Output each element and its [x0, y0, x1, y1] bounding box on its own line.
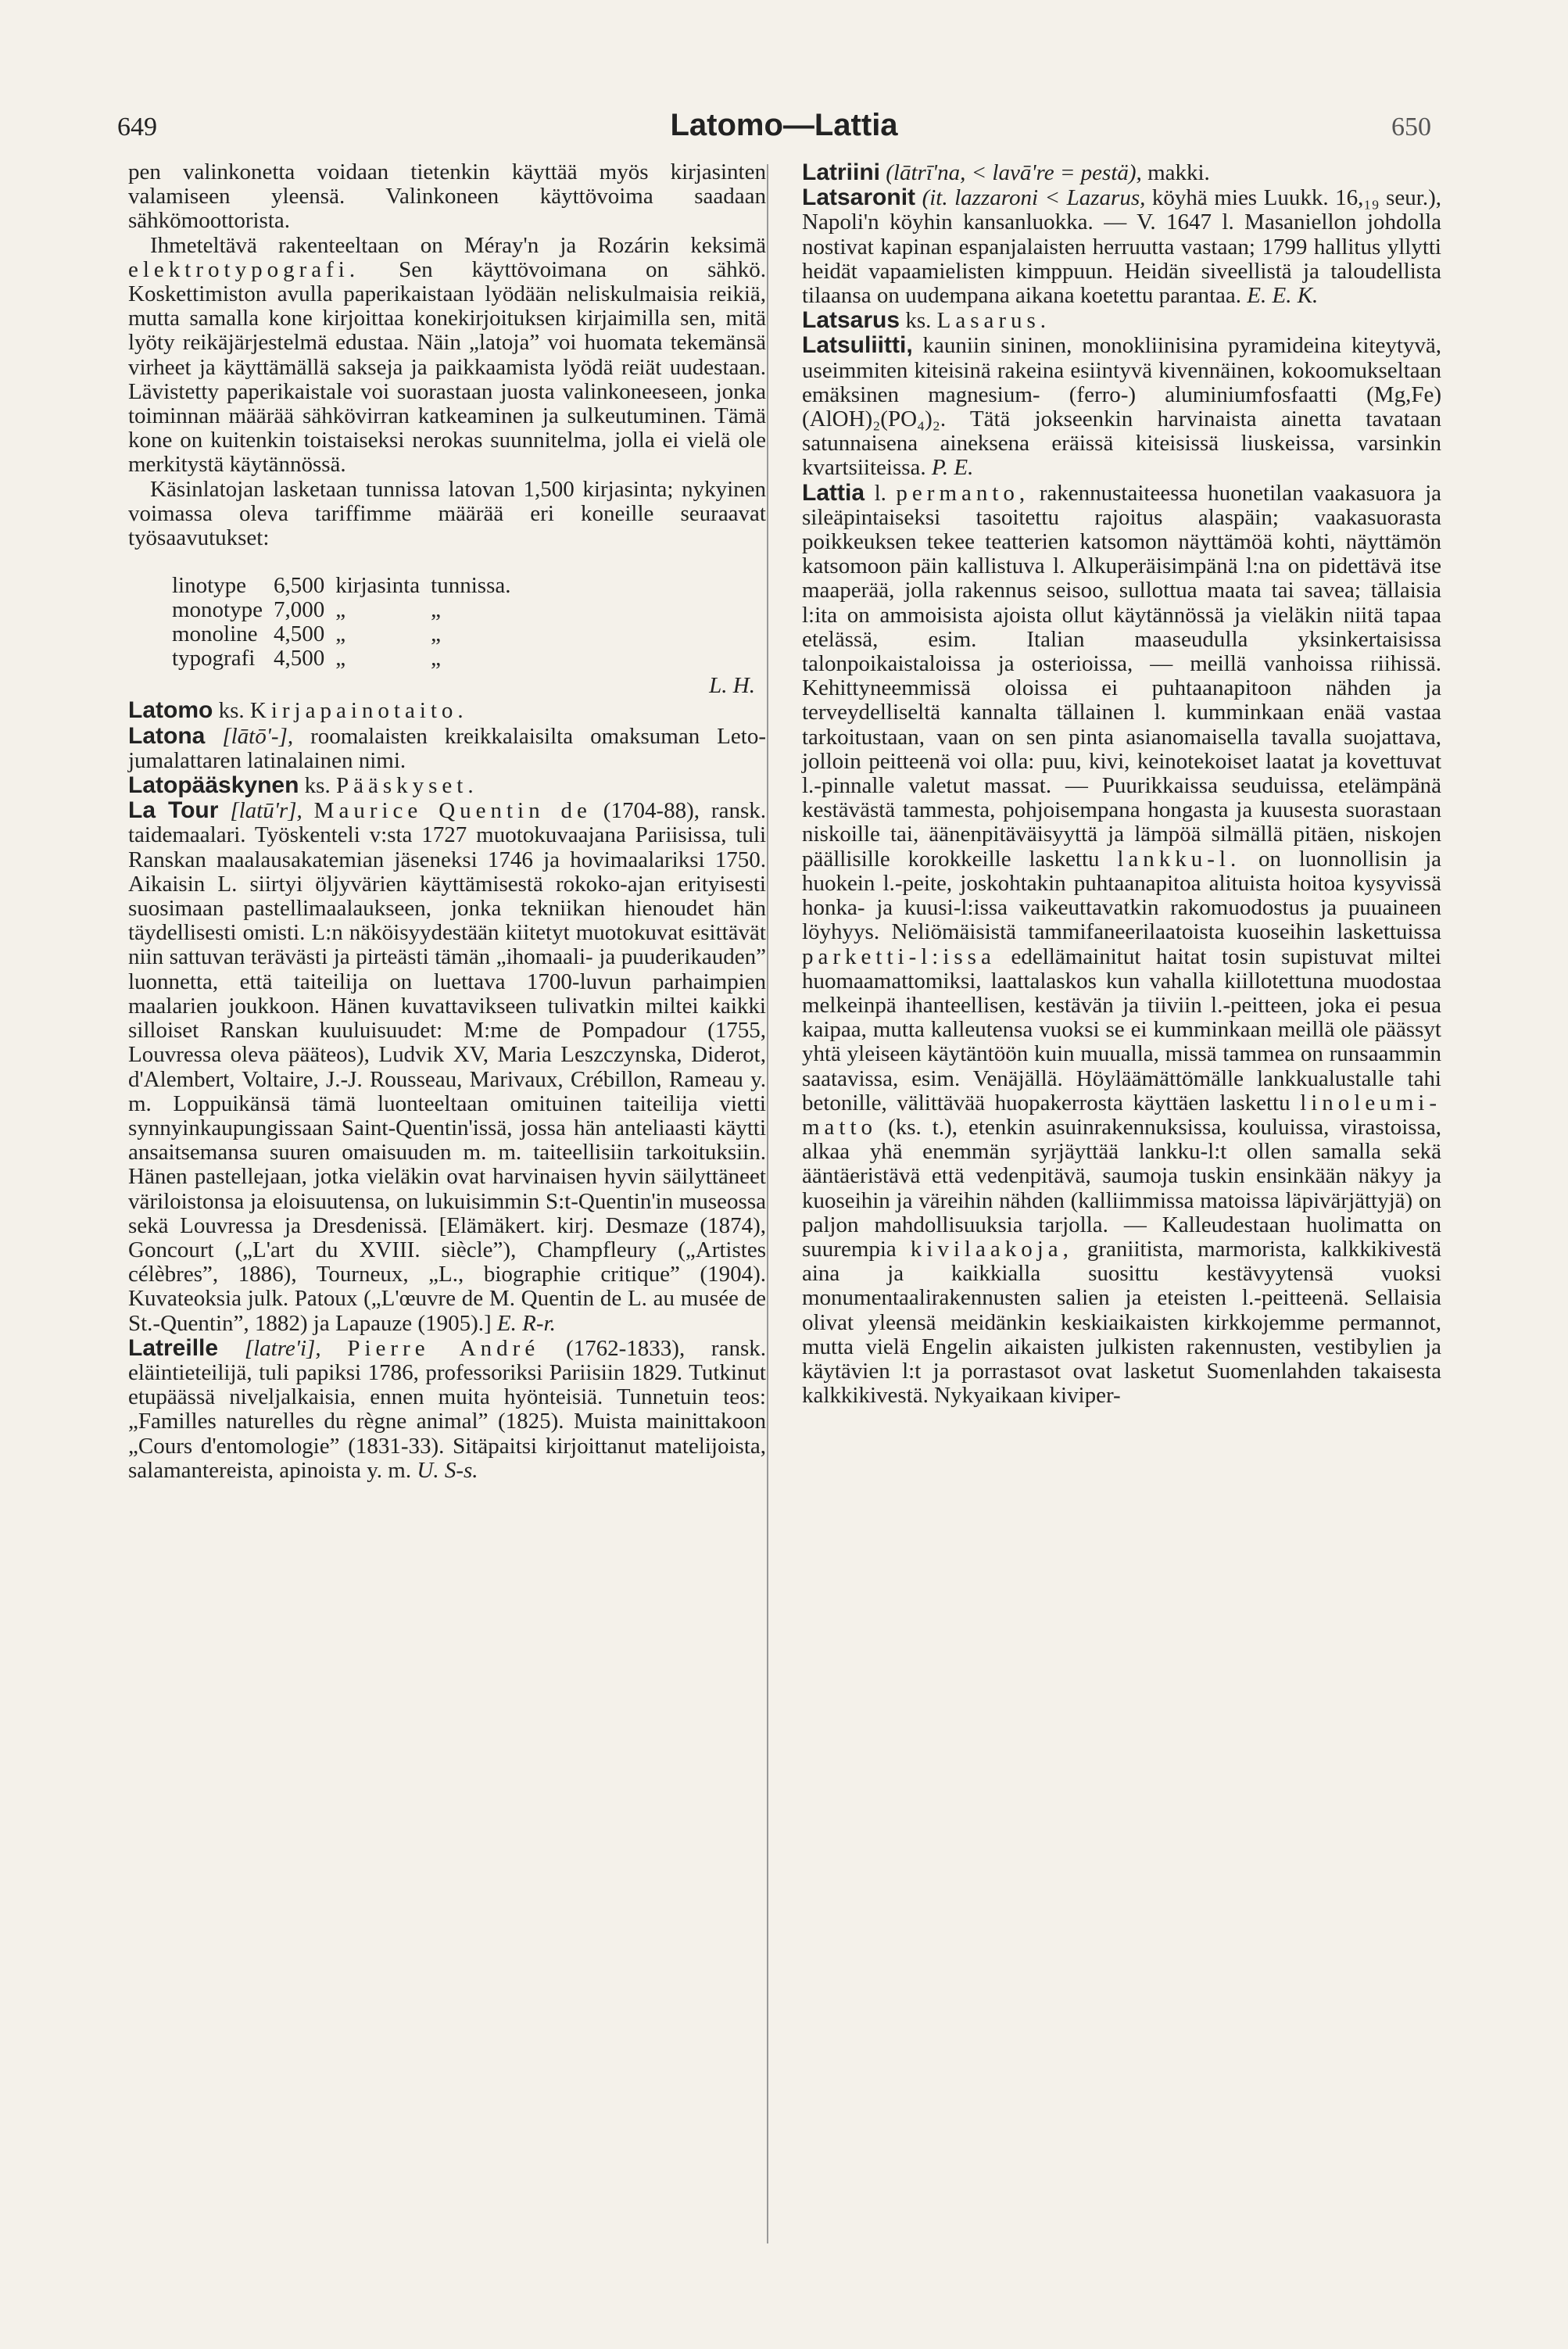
typesetting-table — [172, 574, 521, 671]
paragraph: Käsinlatojan lasketaan tunnissa latovan 1,500 kirjasinta; nykyinen voimassa oleva tariffimme määrää eri koneille seuraavat työsaavutukset: — [128, 476, 766, 551]
running-title: Latomo—Lattia — [670, 108, 898, 142]
table-cell-per: „ — [431, 621, 442, 647]
headword: Latsarus — [802, 307, 900, 334]
headword: Latopääskynen — [128, 772, 299, 799]
entry-latsaronit: Latsaronit (it. lazzaroni < Lazarus, köyhä mies Luukk. 16,₁₉ seur.), Napoli'n köyhin kansanluokka. — V. 1647 l. Masaniellon johdolla nostivat kapinan espanjalaisten herruutta vastaan; 1799 hallitus yllytti heidät vapaamielisten kimppuun. Heidän siveellistä ja taloudellista tilaansa on uudempana aikana koetettu parantaa. E. E. K. — [802, 184, 1441, 309]
entry-latsuliitti: Latsuliitti, kauniin sininen, monokliinisina pyramideina kiteytyvä, useimmiten kiteisinä rakeina esiintyvä kivennäinen, kokoomukseltaan emäksinen magnesium- (ferro-) aluminiumfosfaatti (Mg,Fe)(AlOH)₂(PO₄)₂. Tätä jokseenkin harvinaista ainetta tavataan satunnaisena aineksena eräissä kiteisissä liuskeissa, varsinkin kvartsiiteissa. P. E. — [802, 332, 1441, 481]
headword: Latomo — [128, 697, 213, 724]
signature: P. E. — [931, 455, 974, 481]
page-number-right: 650 — [1391, 113, 1431, 141]
page-header — [0, 102, 1568, 149]
headword: Latsaronit — [802, 184, 916, 211]
entry-latomo: Latomo ks. Kirjapainotaito. — [128, 697, 468, 724]
table-cell-unit: kirjasinta — [335, 573, 421, 599]
table-cell-per: tunnissa. — [431, 573, 511, 599]
table-cell-count: 7,000 — [274, 597, 325, 623]
entry-latreille: Latreille [latre'i], Pierre André (1762-1833), ransk. eläintieteilijä, tuli papiksi 1786, professoriksi Pariisiin 1829. Tutkinut etupäässä niveljalkaisia, ennen muita hyönteisiä. Tunnetuin teos: „Familles naturelles du règne animal” (1825). Muista mainittakoon „Cours d'entomologie” (1831-33). Sitäpaitsi kirjoittanut matelijoista, salamantereista, apinoista y. m. U. S-s. — [128, 1334, 767, 1483]
table-cell-unit: „ — [335, 621, 346, 647]
table-cell-per: „ — [431, 597, 442, 623]
table-cell-count: 6,500 — [274, 573, 325, 599]
entry-lattia: Lattia l. permanto, rakennustaiteessa huonetilan vaakasuora ja sileäpintaiseksi tasoitettu rajoitus alaspäin; vaakasuorasta poikkeuksen tekee teatterien katsomon näyttämöä kohti, näyttämön katsomoon päin kallistuva l. Alkuperäisimpänä l:na on pidettävä itse maaperää, jolla rakennus seisoo, sullottua maata tai savea; tällaisia l:ita on ammoisista ajoista ollut käytännössä ja vieläkin niitä tapaa etelässä, esim. Italian maaseudulla yksinkertaisissa talonpoikaistaloissa ja osterioissa, — meillä vanhoissa riihissä. Kehittyneemmissä oloissa ei puhtaanapitoon nähden ja terveydelliseltä kannalta tällainen l. kumminkaan enää vastaa tarkoitustaan, vaan on sen pinta asianomaisella tavalla suojattava, jolloin peitteenä voi olla: puu, kivi, keinotekoiset laatat ja kovettuvat l.-pinnalle valetut massat. — Puurikkaissa seuduissa, etelämpänä kestävästä tammesta, pohjoisempana hongasta ja kuusesta suorastaan niskoille tai, äänenpitäväisyyttä ja lämpöä silmällä pitäen, niskojen päällisille korokkeille laskettu lankku-l. on luonnollisin ja huokein l.-peite, joskohtakin puhtaanapitoa alituista hoitoa kysyvissä honka- ja kuusi-l:issa vaikeuttavatkin rakomuodostus ja puuaineen löyhyys. Neliömäisistä tammifaneerilaatoista kuoseihin laskettuissa parketti-l:issa edellämainitut haitat tosin supistuvat miltei huomaamattomiksi, laattalaskos kun vahalla kiillotettuna muodostaa melkeinpä ihanteellisen, kestävän ja tiiviin l.-peitteen, joka ei pesua kaipaa, mutta kalleutensa vuoksi se ei kumminkaan meillä ole päässyt yhtä yleiseen käytäntöön kuin muualla, missä tammea on runsaammin saatavissa, esim. Venäjällä. Höyläämättömälle lankkualustalle tahi betonille, välittävää huopakerrosta käyttäen laskettu linoleumi-matto (ks. t.), etenkin asuinrakennuksissa, kouluissa, virastoissa, alkaa yhä enemmän syrjäyttää lankku-l:t ollen samalla sekä ääntäeristävä että vedenpitävä, saumoja tuskin ensinkään näkyy ja kuoseihin ja väreihin nähden (kalliimmissa matoissa läpivärjättyjä) on paljon mahdollisuuksia tarjolla. — Kalleudestaan huolimatta on suurempia kivilaakoja, graniitista, marmorista, kalkkikivestä aina ja kaikkialla suosittu kestävyytensä vuoksi monumentaalirakennusten salien ja eteisten l.-peitteenä. Sellaisia olivat yleensä meidänkin keskiaikaisten kirkkojemme permannot, mutta vielä Engelin aikaisten julkisten rakennusten, vestibylien ja käytävien l:t ja porrastasot ovat lasketut Suomenlahden takaisesta kalkkikivestä. Nykyaikaan kiviper- — [802, 479, 1442, 1409]
paragraph: pen valinkonetta voidaan tietenkin käyttää myös kirjasinten valamiseen yleensä. Valinkoneen käyttövoima saadaan sähkömoottorista. — [128, 159, 766, 234]
entry-latopaaskynen: Latopääskynen ks. Pääskyset. — [128, 772, 478, 799]
table-row — [172, 574, 521, 598]
entry-la-tour: La Tour [latū'r], Maurice Quentin de (1704-88), ransk. taidemaalari. Työskenteli v:sta 1727 muotokuvaajana Pariisissa, tuli Ranskan maalausakatemian jäseneksi 1746 ja hovimaalariksi 1750. Aikaisin L. siirtyi öljyvärien käyttämisestä rokoko-ajan erityisesti suosimaan pastellimaalaukseen, jonka tekniikan hienoudet hän täydellisesti omisti. L:n näköisyydestään kiitetyt muotokuvat esittävät niin sattuvan terävästi ja pirteästi tämän „ihomaali- ja puuderikauden” luonnetta, että taiteilija on luettava 1700-luvun parhaimpien maalarien joukkoon. Hänen kuvattavikseen tulivatkin miltei kaikki silloiset Ranskan kuuluisuudet: M:me de Pompadour (1755, Louvressa oleva pääteos), Ludvik XV, Maria Leszczynska, Diderot, d'Alembert, Voltaire, J.-J. Rousseau, Marivaux, Crébillon, Rameau y. m. Loppuikänsä tämä luonteeltaan omituinen taiteilija vietti synnyinkaupungissaan Saint-Quentin'issä, jossa hän anteliaasti käytti ansaitsemansa suuren omaisuuden m. m. taiteellisiin tarkoituksiin. Hänen pastellejaan, jotka vieläkin ovat harvinaisen hyvin säilyttäneet väriloistonsa ja eloisuutensa, on lukuisimmin S:t-Quentin'in museossa sekä Louvressa ja Dresdenissä. [Elämäkert. kirj. Desmaze (1874), Goncourt („L'art du XVIII. siècle”), Champfleury („Artistes célèbres”, 1886), Tourneux, „L., biographie critique” (1904). Kuvateoksia julk. Patoux („L'œuvre de M. Quentin de L. au musée de St.-Quentin”, 1882) ja Lapauze (1905).] E. R-r. — [128, 797, 766, 1336]
headword: Latreille — [128, 1334, 219, 1361]
headword: Lattia — [802, 479, 865, 506]
signature: L. H. — [709, 673, 755, 699]
headword: Latsuliitti, — [802, 332, 913, 359]
signature: E. R-r. — [496, 1310, 556, 1336]
headword: Latona — [128, 722, 206, 749]
table-cell-count: 4,500 — [274, 621, 325, 647]
signature: E. E. K. — [1247, 283, 1319, 309]
table-cell-machine: monotype — [172, 597, 263, 623]
entry-latona: Latona [lātō'-], roomalaisten kreikkalaisilta omaksuman Leto-jumalattaren latinalainen nimi. — [128, 722, 766, 773]
table-cell-machine: typografi — [172, 646, 256, 671]
headword: La Tour — [128, 797, 219, 824]
headword: Latriini — [802, 159, 881, 185]
column-divider — [767, 164, 768, 2243]
page-number-left: 649 — [117, 113, 157, 141]
table-cell-machine: linotype — [172, 573, 247, 599]
table-row — [172, 646, 521, 671]
table-cell-per: „ — [431, 646, 442, 671]
left-column — [128, 160, 766, 1483]
table-cell-unit: „ — [335, 597, 346, 623]
table-cell-machine: monoline — [172, 621, 258, 647]
entry-latriini: Latriini (lātrī'na, < lavā're = pestä), makki. — [802, 159, 1210, 185]
table-row — [172, 622, 521, 646]
paragraph: Ihmeteltävä rakenteeltaan on Méray'n ja Rozárin keksimä elektrotypografi. Sen käyttövoimana on sähkö. Koskettimiston avulla paperikaistaan lyödään neliskulmaisia reikiä, mutta samalla kone kirjoittaa konekirjoituksen kirjaimilla sen, mitä lyöty reikäjärjestelmä edustaa. Näin „latoja” voi huomata tekemänsä virheet ja käyttämällä sakseja ja paikkaamista lyödä reiät uudestaan. Lävistetty paperikaistale voi suorastaan juosta valinkoneeseen, jonka toiminnan määrää sähkövirran katkeaminen ja sulkeutuminen. Tämä kone on kuitenkin toistaiseksi nerokas suunnitelma, jolla ei vielä ole merkitystä käytännössä. — [128, 232, 766, 478]
table-cell-count: 4,500 — [274, 646, 325, 671]
table-row — [172, 598, 521, 622]
signature: U. S-s. — [417, 1457, 478, 1483]
right-column — [802, 160, 1441, 1408]
table-cell-unit: „ — [335, 646, 346, 671]
entry-latsarus: Latsarus ks. Lasarus. — [802, 307, 1051, 334]
